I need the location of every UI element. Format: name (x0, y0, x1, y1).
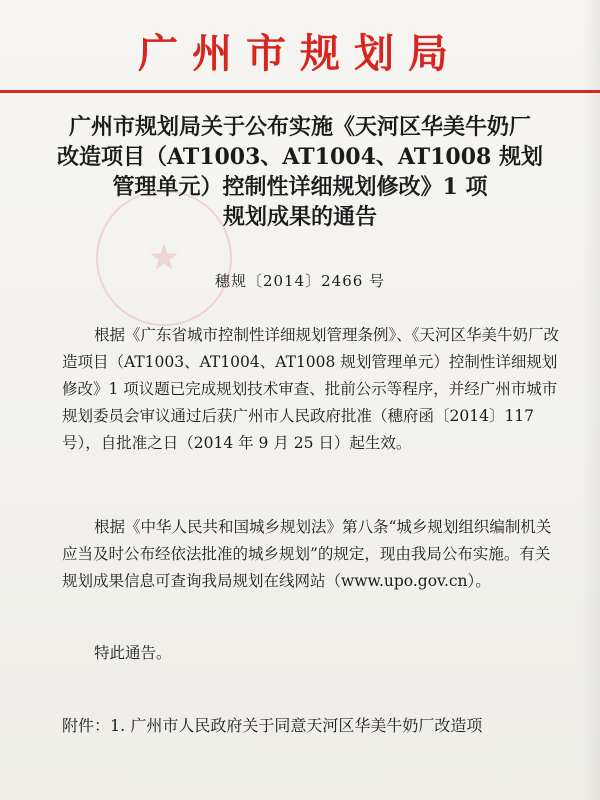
paragraph-2 (62, 514, 562, 595)
title-line: 管理单元）控制性详细规划修改》1 项 (112, 174, 488, 200)
notice-title (36, 112, 564, 232)
paragraph-1-text: 根据《广东省城市控制性详细规划管理条例》、《天河区华美牛奶厂改造项目（AT1003、AT1004、AT1008 规划管理单元）控制性详细规划修改》1 项议题已完成规划技术审查、批前公示等程序，并经广州市城市规划委员会审议通过后获广州市人民政府批准（穗府函〔2014〕117 号），自批准之日（2014 年 9 月 25 日）起生效。 (62, 326, 560, 452)
title-line: 广州市规划局关于公布实施《天河区华美牛奶厂 (68, 114, 531, 140)
paragraph-3 (62, 640, 562, 667)
title-line: 改造项目（AT1003、AT1004、AT1008 规划 (56, 144, 544, 170)
page-edge-shadow (582, 0, 600, 800)
document-number: 穗规〔2014〕2466 号 (214, 272, 386, 290)
red-divider-line (0, 90, 600, 93)
title-line: 规划成果的通告 (222, 204, 377, 230)
paragraph-1 (62, 322, 562, 457)
closing-text: 特此通告。 (94, 644, 172, 662)
paragraph-2-text: 根据《中华人民共和国城乡规划法》第八条“城乡规划组织编制机关应当及时公布经依法批准的城乡规划”的规定，现由我局公布实施。有关规划成果信息可查询我局规划在线网站（www.upo.gov.cn）。 (62, 518, 552, 590)
seal-star-icon: ★ (147, 237, 181, 279)
attachment-line: 附件：1. 广州市人民政府关于同意天河区华美牛奶厂改造项 (62, 716, 483, 735)
letterhead-title: 广州市规划局 (138, 30, 462, 77)
